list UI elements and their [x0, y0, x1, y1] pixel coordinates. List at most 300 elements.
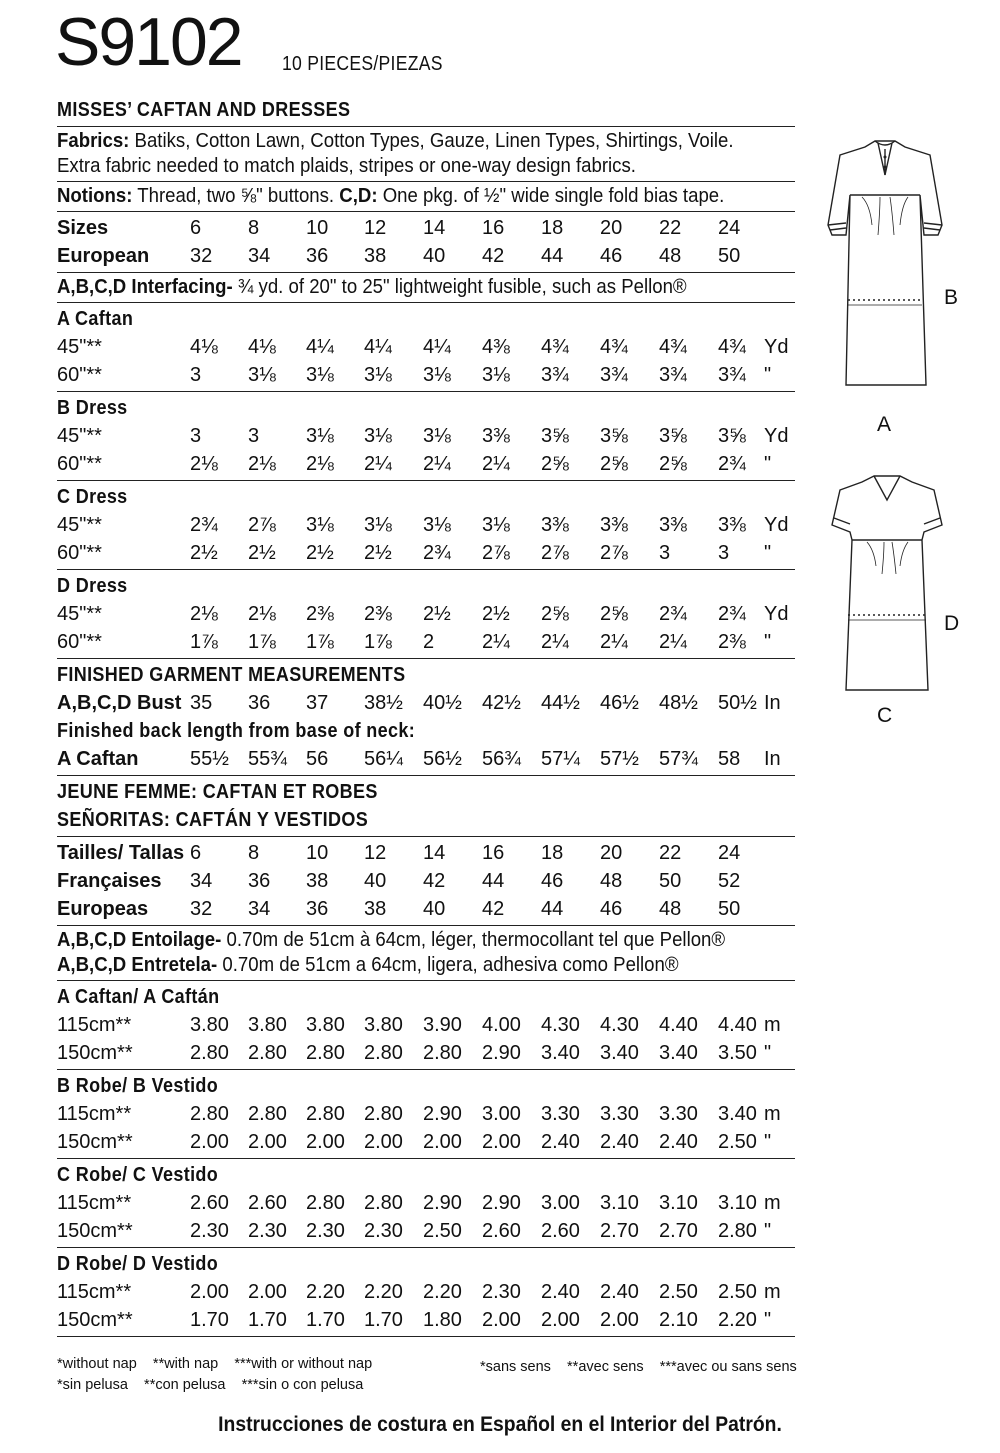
metric-row-label: 150cm**: [57, 1220, 133, 1242]
metric-row-cell: 2.80: [364, 1042, 403, 1064]
bust-row-cell: 35: [190, 692, 213, 714]
yardage-row-unit: Yd: [764, 603, 789, 625]
metric-row: [57, 1011, 795, 1039]
metric-row-cell: 2.00: [541, 1309, 580, 1331]
yardage-row-unit: Yd: [764, 425, 789, 447]
metric-row-label: 115cm**: [57, 1192, 132, 1214]
size-row-cell: 6: [190, 217, 202, 239]
metric-row-cell: 2.20: [364, 1281, 403, 1303]
metric-row-cell: 2.20: [306, 1281, 345, 1303]
title-es: [57, 806, 795, 834]
bust-row-cell: 36: [248, 692, 271, 714]
metric-row-cell: 2.20: [718, 1309, 757, 1331]
size-intl-row-cell: 8: [248, 842, 260, 864]
yardage-row-cell: 1⅞: [306, 631, 334, 653]
metric-row: [57, 1039, 795, 1067]
yardage-row-label: 60"**: [57, 453, 102, 475]
yardage-row-cell: 3⅝: [541, 425, 569, 447]
yardage-row-cell: 2½: [482, 603, 510, 625]
yardage-row: [57, 333, 795, 361]
metric-row-label: 150cm**: [57, 1131, 133, 1153]
size-intl-row: [57, 839, 795, 867]
yardage-row-unit: Yd: [764, 514, 789, 536]
rule-line: [57, 480, 795, 481]
yardage-row-cell: 3⅜: [718, 514, 746, 536]
back-length-row-unit: In: [764, 748, 781, 770]
metric-row-cell: 1.70: [248, 1309, 287, 1331]
yardage-row-cell: 3⅛: [364, 364, 392, 386]
metric-row-cell: 3.40: [718, 1103, 757, 1125]
dress-c-d-illustration: [822, 470, 952, 700]
metric-row-cell: 2.80: [364, 1103, 403, 1125]
metric-row-cell: 3.30: [541, 1103, 580, 1125]
yardage-row-cell: 2½: [190, 542, 218, 564]
rule-line: [57, 836, 795, 837]
yardage-row-cell: 2¼: [482, 453, 510, 475]
yardage-row-cell: 2⅛: [190, 453, 218, 475]
metric-row-cell: 2.90: [423, 1192, 462, 1214]
yardage-row-cell: 4¾: [718, 336, 746, 358]
metric-row-cell: 2.90: [482, 1042, 521, 1064]
metric-row-cell: 2.00: [190, 1131, 229, 1153]
yardage-row-cell: 2¼: [423, 453, 451, 475]
yardage-row-cell: 2⅜: [718, 631, 746, 653]
bust-row-cell: 42½: [482, 692, 521, 714]
view-title: [57, 394, 795, 422]
yardage-row-cell: 3: [190, 364, 202, 386]
footnote-fr: *sans sens **avec sens ***avec ou sans sens: [480, 1359, 797, 1375]
size-row-cell: 8: [248, 217, 260, 239]
size-row: [57, 242, 795, 270]
bust-row-label: A,B,C,D Bust: [57, 692, 182, 714]
metric-row-cell: 3.30: [600, 1103, 639, 1125]
metric-row-cell: 2.90: [482, 1192, 521, 1214]
bust-row-cell: 44½: [541, 692, 580, 714]
metric-row-cell: 2.30: [364, 1220, 403, 1242]
metric-row-cell: 1.70: [190, 1309, 229, 1331]
notions-line-text2: One pkg. of ½" wide single fold bias tape.: [382, 185, 725, 207]
yardage-row-cell: 1⅞: [248, 631, 276, 653]
back-length-title: [57, 717, 795, 745]
rule-line: [57, 391, 795, 392]
yardage-row-cell: 2⅞: [248, 514, 276, 536]
size-intl-row-cell: 38: [306, 870, 329, 892]
yardage-row-cell: 3⅛: [423, 425, 451, 447]
view-title: [57, 483, 795, 511]
size-intl-row-cell: 42: [423, 870, 446, 892]
size-row-label: European: [57, 245, 150, 267]
size-intl-row-cell: 24: [718, 842, 741, 864]
metric-row-cell: 2.60: [541, 1220, 580, 1242]
metric-row-cell: 2.80: [248, 1042, 287, 1064]
yardage-row-cell: 4¼: [364, 336, 392, 358]
yardage-row-cell: 2½: [306, 542, 334, 564]
metric-row-cell: 2.00: [482, 1131, 521, 1153]
size-intl-row-cell: 44: [482, 870, 505, 892]
yardage-row-cell: 1⅞: [190, 631, 218, 653]
yardage-row-cell: 4¾: [600, 336, 628, 358]
size-intl-row-cell: 46: [541, 870, 564, 892]
size-intl-row-cell: 32: [190, 898, 213, 920]
metric-row-cell: 2.70: [659, 1220, 698, 1242]
yardage-row-cell: 3⅛: [423, 364, 451, 386]
metric-row-cell: 1.70: [306, 1309, 345, 1331]
metric-row-cell: 2.50: [659, 1281, 698, 1303]
yardage-row-unit: Yd: [764, 336, 789, 358]
metric-row-unit: m: [764, 1103, 781, 1125]
entretela-line-label: A,B,C,D Entretela-: [57, 954, 218, 976]
view-title-text: D Dress: [57, 575, 128, 597]
metric-row-cell: 2.80: [248, 1103, 287, 1125]
metric-row-cell: 3.40: [541, 1042, 580, 1064]
yardage-row-cell: 4⅛: [248, 336, 276, 358]
size-row-cell: 48: [659, 245, 682, 267]
metric-row-cell: 4.00: [482, 1014, 521, 1036]
metric-row-cell: 2.40: [600, 1131, 639, 1153]
yardage-row-label: 60"**: [57, 631, 102, 653]
size-intl-row-cell: 48: [600, 870, 623, 892]
view-title-metric: [57, 983, 795, 1011]
yardage-row-cell: 1⅞: [364, 631, 392, 653]
pattern-envelope-back: [57, 96, 795, 1339]
size-row-cell: 40: [423, 245, 446, 267]
title-fr: [57, 778, 795, 806]
yardage-row-cell: 3⅝: [659, 425, 687, 447]
bust-row-cell: 37: [306, 692, 329, 714]
yardage-row-label: 60"**: [57, 542, 102, 564]
metric-row-cell: 3.40: [600, 1042, 639, 1064]
view-title-metric-text: C Robe/ C Vestido: [57, 1164, 219, 1186]
yardage-row: [57, 511, 795, 539]
yardage-row-label: 45"**: [57, 514, 102, 536]
interfacing-line: [57, 275, 801, 300]
size-row-cell: 44: [541, 245, 564, 267]
yardage-row-cell: 3⅜: [541, 514, 569, 536]
back-length-row-cell: 56½: [423, 748, 462, 770]
metric-row-cell: 2.30: [190, 1220, 229, 1242]
size-intl-row-cell: 16: [482, 842, 505, 864]
metric-row-cell: 2.00: [364, 1131, 403, 1153]
rule-line: [57, 1336, 795, 1337]
yardage-row-cell: 2⅜: [306, 603, 334, 625]
yardage-row: [57, 422, 795, 450]
yardage-row-cell: 2¼: [600, 631, 628, 653]
metric-row-cell: 4.40: [718, 1014, 757, 1036]
pieces-count: 10 PIECES/PIEZAS: [282, 53, 443, 75]
metric-row-cell: 2.00: [600, 1309, 639, 1331]
yardage-row: [57, 361, 795, 389]
back-length-row-cell: 57½: [600, 748, 639, 770]
notions-line-text: Thread, two ⅝" buttons.: [137, 185, 335, 207]
size-intl-row: [57, 867, 795, 895]
bust-row-cell: 38½: [364, 692, 403, 714]
size-intl-row-cell: 12: [364, 842, 387, 864]
size-intl-row-cell: 48: [659, 898, 682, 920]
metric-row-cell: 2.40: [541, 1281, 580, 1303]
metric-row: [57, 1278, 795, 1306]
bust-row-cell: 40½: [423, 692, 462, 714]
size-intl-row-cell: 34: [248, 898, 271, 920]
yardage-row-cell: 3¾: [659, 364, 687, 386]
size-intl-row-label: Europeas: [57, 898, 149, 920]
view-title-metric: [57, 1250, 795, 1278]
entoilage-line-text: 0.70m de 51cm à 64cm, léger, thermocollant tel que Pellon®: [226, 929, 726, 951]
metric-row-cell: 2.50: [423, 1220, 462, 1242]
yardage-row-cell: 2⅛: [190, 603, 218, 625]
metric-row-cell: 3.10: [718, 1192, 757, 1214]
bust-row-cell: 50½: [718, 692, 757, 714]
metric-row-cell: 3.00: [482, 1103, 521, 1125]
entoilage-line: [57, 928, 801, 953]
dress-a-b-illustration: [820, 135, 950, 395]
view-title-text: A Caftan: [57, 308, 134, 330]
metric-row-unit: ": [764, 1131, 772, 1153]
metric-row-cell: 1.80: [423, 1309, 462, 1331]
yardage-row-cell: 2¾: [718, 453, 746, 475]
entretela-line: [57, 953, 801, 978]
metric-row-cell: 2.80: [364, 1192, 403, 1214]
finished-title-text: FINISHED GARMENT MEASUREMENTS: [57, 664, 406, 686]
yardage-row-cell: 2⅝: [541, 603, 569, 625]
view-label-d: D: [944, 612, 960, 635]
entoilage-line-label: A,B,C,D Entoilage-: [57, 929, 222, 951]
yardage-row-cell: 4¾: [541, 336, 569, 358]
metric-row-cell: 3.10: [600, 1192, 639, 1214]
view-title: [57, 572, 795, 600]
metric-row-label: 150cm**: [57, 1042, 133, 1064]
yardage-row-label: 45"**: [57, 336, 102, 358]
metric-row-cell: 2.80: [190, 1103, 229, 1125]
size-intl-row-cell: 42: [482, 898, 505, 920]
size-row-cell: 24: [718, 217, 741, 239]
yardage-row-cell: 3⅜: [482, 425, 510, 447]
entretela-line-text: 0.70m de 51cm a 64cm, ligera, adhesiva como Pellon®: [222, 954, 679, 976]
bust-row: [57, 689, 795, 717]
metric-row-cell: 2.00: [248, 1131, 287, 1153]
size-row: [57, 214, 795, 242]
metric-row-unit: ": [764, 1042, 772, 1064]
pattern-number: S9102: [55, 4, 242, 80]
metric-row-label: 150cm**: [57, 1309, 133, 1331]
rule-line: [57, 1247, 795, 1248]
yardage-row: [57, 600, 795, 628]
yardage-row-cell: 2⅝: [600, 603, 628, 625]
view-title-metric-text: A Caftan/ A Caftán: [57, 986, 220, 1008]
yardage-row-cell: 3⅛: [482, 364, 510, 386]
size-row-cell: 20: [600, 217, 623, 239]
rule-line: [57, 775, 795, 776]
fabrics-line-2-text: Extra fabric needed to match plaids, stripes or one-way design fabrics.: [57, 155, 636, 177]
yardage-row-cell: 3⅜: [659, 514, 687, 536]
metric-row-cell: 2.60: [190, 1192, 229, 1214]
metric-row-cell: 2.70: [600, 1220, 639, 1242]
size-row-cell: 32: [190, 245, 213, 267]
size-intl-row-cell: 40: [364, 870, 387, 892]
rule-line: [57, 925, 795, 926]
metric-row-cell: 3.40: [659, 1042, 698, 1064]
metric-row-cell: 3.90: [423, 1014, 462, 1036]
size-intl-row-cell: 38: [364, 898, 387, 920]
view-label-b: B: [944, 286, 959, 309]
view-title-text: B Dress: [57, 397, 128, 419]
metric-row-cell: 4.30: [541, 1014, 580, 1036]
yardage-row-cell: 3⅜: [600, 514, 628, 536]
yardage-row-cell: 4¼: [306, 336, 334, 358]
metric-row-label: 115cm**: [57, 1103, 132, 1125]
size-row-cell: 46: [600, 245, 623, 267]
size-intl-row-cell: 36: [306, 898, 329, 920]
size-row-cell: 12: [364, 217, 387, 239]
size-intl-row-cell: 22: [659, 842, 682, 864]
size-row-cell: 14: [423, 217, 446, 239]
yardage-row-cell: 2⅞: [482, 542, 510, 564]
rule-line: [57, 181, 795, 182]
metric-row: [57, 1100, 795, 1128]
metric-row-cell: 3.80: [248, 1014, 287, 1036]
yardage-row-cell: 3: [248, 425, 260, 447]
yardage-row-cell: 2¼: [659, 631, 687, 653]
back-length-row-cell: 56¼: [364, 748, 403, 770]
view-title-metric-text: D Robe/ D Vestido: [57, 1253, 219, 1275]
metric-row-cell: 2.00: [190, 1281, 229, 1303]
size-intl-row-cell: 6: [190, 842, 202, 864]
yardage-row-cell: 4⅛: [190, 336, 218, 358]
view-label-c: C: [877, 704, 893, 727]
yardage-row-cell: 4¾: [659, 336, 687, 358]
yardage-row-cell: 2⅝: [600, 453, 628, 475]
yardage-row-cell: 3¾: [718, 364, 746, 386]
yardage-row-cell: 3⅛: [248, 364, 276, 386]
rule-line: [57, 272, 795, 273]
metric-row-cell: 2.00: [423, 1131, 462, 1153]
size-intl-row-cell: 52: [718, 870, 741, 892]
yardage-row-cell: 3⅝: [600, 425, 628, 447]
size-row-cell: 38: [364, 245, 387, 267]
fabrics-line-text: Batiks, Cotton Lawn, Cotton Types, Gauze, Linen Types, Shirtings, Voile.: [134, 130, 734, 152]
metric-row-cell: 3.80: [306, 1014, 345, 1036]
metric-row-unit: m: [764, 1014, 781, 1036]
size-row-cell: 42: [482, 245, 505, 267]
fabrics-line-2: [57, 154, 801, 179]
title-es-text: SEÑORITAS: CAFTÁN Y VESTIDOS: [57, 809, 369, 831]
size-intl-row-label: Françaises: [57, 870, 162, 892]
back-length-row: [57, 745, 795, 773]
yardage-row-cell: 3⅛: [306, 364, 334, 386]
view-title-text: C Dress: [57, 486, 128, 508]
metric-row-cell: 2.40: [541, 1131, 580, 1153]
title-fr-text: JEUNE FEMME: CAFTAN ET ROBES: [57, 781, 378, 803]
yardage-row-cell: 2⅞: [600, 542, 628, 564]
back-length-row-cell: 55½: [190, 748, 229, 770]
size-intl-row-cell: 44: [541, 898, 564, 920]
yardage-row-cell: 2⅛: [306, 453, 334, 475]
metric-row-unit: ": [764, 1220, 772, 1242]
back-length-row-cell: 56: [306, 748, 329, 770]
view-label-a: A: [877, 413, 892, 436]
back-length-row-cell: 57¾: [659, 748, 698, 770]
metric-row-cell: 2.50: [718, 1281, 757, 1303]
yardage-row: [57, 450, 795, 478]
size-row-cell: 10: [306, 217, 329, 239]
metric-row-cell: 2.80: [423, 1042, 462, 1064]
yardage-row-cell: 3⅛: [482, 514, 510, 536]
metric-row: [57, 1306, 795, 1334]
size-row-cell: 34: [248, 245, 271, 267]
metric-row-cell: 2.00: [482, 1309, 521, 1331]
yardage-row-cell: 2¾: [190, 514, 218, 536]
size-row-cell: 16: [482, 217, 505, 239]
title-en-text: MISSES’ CAFTAN AND DRESSES: [57, 99, 351, 121]
yardage-row-cell: 2⅞: [541, 542, 569, 564]
bust-row-cell: 46½: [600, 692, 639, 714]
metric-row-cell: 3.30: [659, 1103, 698, 1125]
metric-row-cell: 2.80: [306, 1042, 345, 1064]
yardage-row-label: 45"**: [57, 425, 102, 447]
size-intl-row-cell: 20: [600, 842, 623, 864]
yardage-row-cell: 2¾: [659, 603, 687, 625]
size-intl-row-cell: 50: [659, 870, 682, 892]
back-length-row-cell: 58: [718, 748, 741, 770]
metric-row-label: 115cm**: [57, 1281, 132, 1303]
yardage-row-cell: 2¼: [541, 631, 569, 653]
metric-row-cell: 2.00: [248, 1281, 287, 1303]
yardage-row-cell: 2¼: [482, 631, 510, 653]
metric-row-cell: 2.30: [248, 1220, 287, 1242]
yardage-row-cell: 3: [718, 542, 730, 564]
metric-row-cell: 1.70: [364, 1309, 403, 1331]
notions-line-label2: C,D:: [339, 185, 378, 207]
rule-line: [57, 211, 795, 212]
yardage-row-cell: 2⅛: [248, 603, 276, 625]
metric-row-cell: 3.00: [541, 1192, 580, 1214]
size-intl-row-cell: 14: [423, 842, 446, 864]
yardage-row: [57, 539, 795, 567]
metric-row-cell: 3.80: [364, 1014, 403, 1036]
rule-line: [57, 302, 795, 303]
metric-row-unit: ": [764, 1309, 772, 1331]
metric-row-cell: 2.60: [248, 1192, 287, 1214]
bust-row-cell: 48½: [659, 692, 698, 714]
metric-row-unit: m: [764, 1281, 781, 1303]
size-row-label: Sizes: [57, 217, 109, 239]
yardage-row-cell: 3¾: [541, 364, 569, 386]
size-intl-row-cell: 34: [190, 870, 213, 892]
yardage-row-label: 45"**: [57, 603, 102, 625]
yardage-row-cell: 3⅛: [423, 514, 451, 536]
back-length-row-label: A Caftan: [57, 748, 139, 770]
interfacing-line-label: A,B,C,D Interfacing-: [57, 276, 233, 298]
metric-row-cell: 2.80: [306, 1192, 345, 1214]
yardage-row-cell: 2⅝: [659, 453, 687, 475]
yardage-row-cell: 3⅛: [364, 425, 392, 447]
rule-line: [57, 126, 795, 127]
metric-row-cell: 2.60: [482, 1220, 521, 1242]
view-title-metric-text: B Robe/ B Vestido: [57, 1075, 219, 1097]
yardage-row-cell: 2¾: [423, 542, 451, 564]
metric-row: [57, 1217, 795, 1245]
yardage-row-unit: ": [764, 631, 772, 653]
size-intl-row-label: Tailles/ Tallas: [57, 842, 185, 864]
size-intl-row-cell: 50: [718, 898, 741, 920]
metric-row-cell: 3.10: [659, 1192, 698, 1214]
metric-row-cell: 2.80: [190, 1042, 229, 1064]
view-title-metric: [57, 1161, 795, 1189]
size-intl-row-cell: 36: [248, 870, 271, 892]
bust-row-unit: In: [764, 692, 781, 714]
metric-row-cell: 3.80: [190, 1014, 229, 1036]
view-title: [57, 305, 795, 333]
metric-row-cell: 3.50: [718, 1042, 757, 1064]
